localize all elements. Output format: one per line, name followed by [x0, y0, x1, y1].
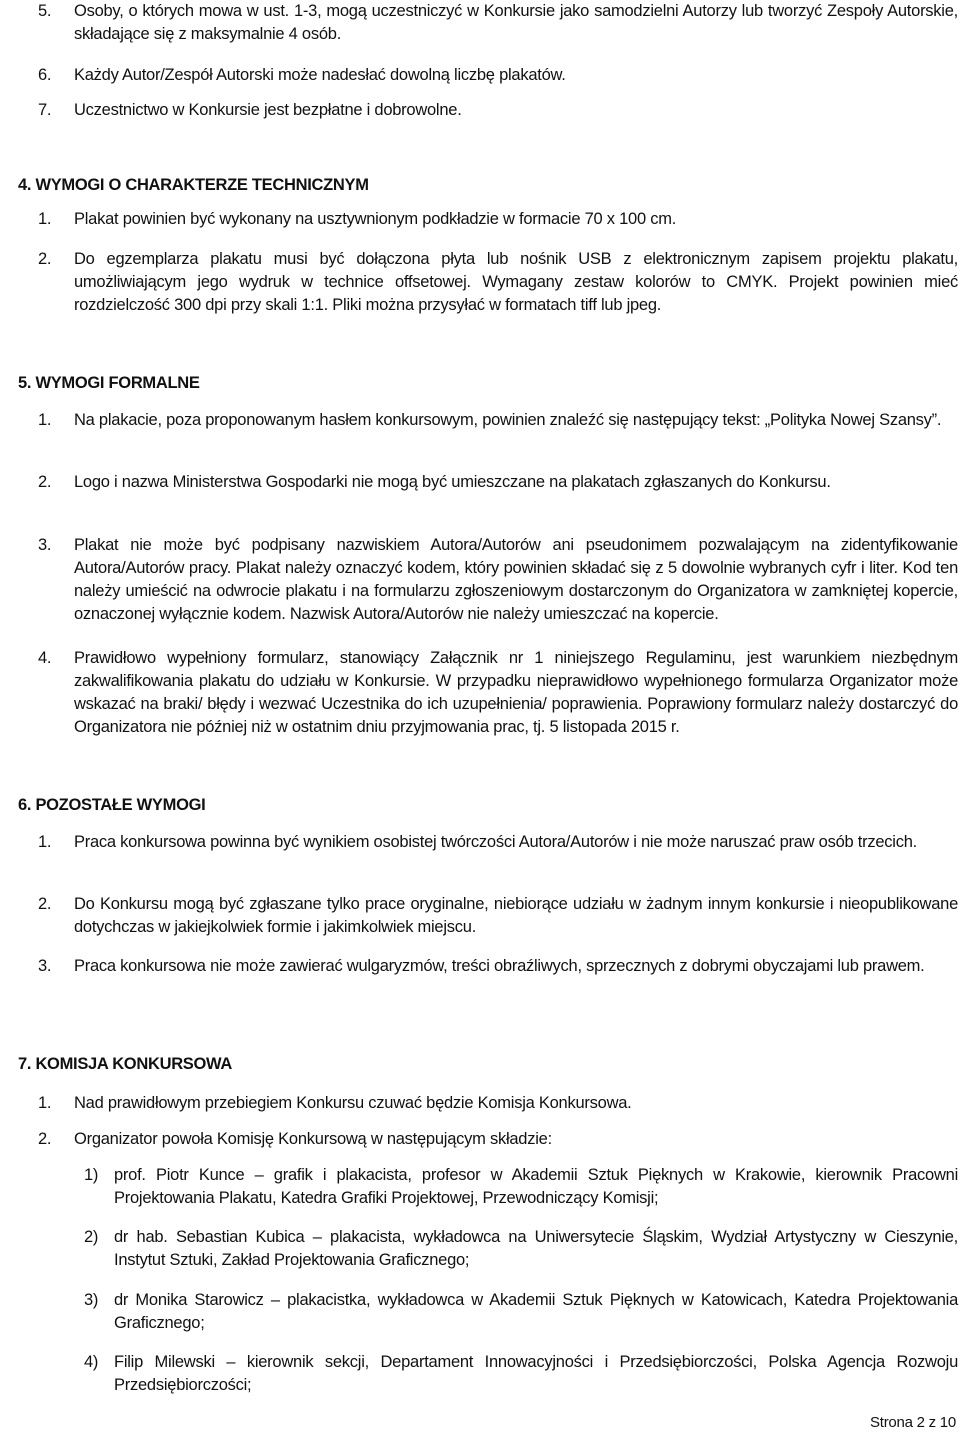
member-text: dr Monika Starowicz – plakacistka, wykładowca w Akademii Sztuk Pięknych w Katowicach, Katedra Projektowania Graficznego;: [114, 1291, 958, 1332]
list-item: [38, 955, 958, 978]
list-item: [38, 1092, 958, 1115]
section-heading: 6. POZOSTAŁE WYMOGI: [18, 796, 206, 814]
item-text: Plakat nie może być podpisany nazwiskiem Autora/Autorów ani pseudonimem pozwalającym na zidentyfikowanie Autora/Autorów pracy. Plakat należy oznaczyć kodem, który powinien składać się z 5 dowolnie wybranych cyfr i liter. Kod ten należy umieścić na odwrocie plakatu i na formularzu zgłoszeniowym dostarczonym do Organizatora w zamkniętej kopercie, oznaczonej wyłącznie kodem. Nazwisk Autora/Autorów nie należy umieszczać na kopercie.: [74, 536, 958, 623]
item-number: 2.: [38, 1130, 52, 1148]
list-item: [38, 534, 958, 626]
item-number: 1.: [38, 1094, 52, 1112]
item-text: Praca konkursowa powinna być wynikiem osobistej twórczości Autora/Autorów i nie może naruszać praw osób trzecich.: [74, 833, 917, 851]
list-item: [38, 248, 958, 317]
item-text: Prawidłowo wypełniony formularz, stanowiący Załącznik nr 1 niniejszego Regulaminu, jest warunkiem niezbędnym zakwalifikowania plakatu do udziału w Konkursie. W przypadku nieprawidłowo wypełnionego formularza Organizator może wskazać na braki/ błędy i wezwać Uczestnika do ich uzupełnienia/ poprawienia. Poprawiony formularz należy dostarczyć do Organizatora nie później niż w ostatnim dniu przyjmowania prac, tj. 5 listopada 2015 r.: [74, 649, 958, 736]
item-number: 3.: [38, 536, 52, 554]
list-item: [38, 0, 958, 46]
item-text: Plakat powinien być wykonany na usztywnionym podkładzie w formacie 70 x 100 cm.: [74, 210, 677, 228]
item-number: 3.: [38, 957, 52, 975]
item-text: Praca konkursowa nie może zawierać wulgaryzmów, treści obraźliwych, sprzecznych z dobrymi obyczajami lub prawem.: [74, 957, 925, 975]
item-number: 2.: [38, 473, 52, 491]
list-item: [38, 893, 958, 939]
item-number: 2.: [38, 895, 52, 913]
list-item: [38, 647, 958, 739]
section-heading: 5. WYMOGI FORMALNE: [18, 374, 200, 392]
item-number: 1.: [38, 210, 52, 228]
item-text: Uczestnictwo w Konkursie jest bezpłatne i dobrowolne.: [74, 101, 462, 119]
list-item: [38, 99, 958, 122]
page-number: Strona 2 z 10: [870, 1414, 956, 1431]
member-number: 1): [84, 1166, 99, 1184]
item-number: 1.: [38, 833, 52, 851]
list-item: [38, 1128, 958, 1151]
item-text: Logo i nazwa Ministerstwa Gospodarki nie mogą być umieszczane na plakatach zgłaszanych do Konkursu.: [74, 473, 831, 491]
item-number: 4.: [38, 649, 52, 667]
section-heading: 4. WYMOGI O CHARAKTERZE TECHNICZNYM: [18, 176, 369, 194]
committee-member: [76, 1351, 958, 1397]
member-text: dr hab. Sebastian Kubica – plakacista, wykładowca na Uniwersytecie Śląskim, Wydział Artystyczny w Cieszynie, Instytut Sztuki, Zakład Projektowania Graficznego;: [114, 1228, 958, 1269]
item-text: Osoby, o których mowa w ust. 1-3, mogą uczestniczyć w Konkursie jako samodzielni Autorzy lub tworzyć Zespoły Autorskie, składające się z maksymalnie 4 osób.: [74, 2, 958, 43]
item-number: 5.: [38, 2, 52, 20]
list-item: [38, 471, 958, 494]
committee-member: [76, 1164, 958, 1210]
item-text: Organizator powoła Komisję Konkursową w następującym składzie:: [74, 1130, 552, 1148]
section-heading: 7. KOMISJA KONKURSOWA: [18, 1055, 233, 1073]
item-number: 7.: [38, 101, 52, 119]
item-text: Do Konkursu mogą być zgłaszane tylko prace oryginalne, niebiorące udziału w żadnym innym konkursie i nieopublikowane dotychczas w jakiejkolwiek formie i jakimkolwiek miejscu.: [74, 895, 958, 936]
list-item: [38, 409, 958, 432]
member-number: 3): [84, 1291, 99, 1309]
member-number: 4): [84, 1353, 99, 1371]
item-number: 1.: [38, 411, 52, 429]
item-number: 6.: [38, 66, 52, 84]
committee-member: [76, 1289, 958, 1335]
list-item: [38, 208, 958, 231]
item-number: 2.: [38, 250, 52, 268]
item-text: Na plakacie, poza proponowanym hasłem konkursowym, powinien znaleźć się następujący tekst: „Polityka Nowej Szansy”.: [74, 411, 942, 429]
member-text: prof. Piotr Kunce – grafik i plakacista, profesor w Akademii Sztuk Pięknych w Krakowie, kierownik Pracowni Projektowania Plakatu, Katedra Grafiki Projektowej, Przewodniczący Komisji;: [114, 1166, 958, 1207]
item-text: Do egzemplarza plakatu musi być dołączona płyta lub nośnik USB z elektronicznym zapisem projektu plakatu, umożliwiającym jego wydruk w technice offsetowej. Wymagany zestaw kolorów to CMYK. Projekt powinien mieć rozdzielczość 300 dpi przy skali 1:1. Pliki można przysyłać w formatach tiff lub jpeg.: [74, 250, 958, 314]
list-item: [38, 831, 958, 854]
item-text: Nad prawidłowym przebiegiem Konkursu czuwać będzie Komisja Konkursowa.: [74, 1094, 632, 1112]
member-text: Filip Milewski – kierownik sekcji, Departament Innowacyjności i Przedsiębiorczości, Polska Agencja Rozwoju Przedsiębiorczości;: [114, 1353, 958, 1394]
member-number: 2): [84, 1228, 99, 1246]
list-item: [38, 64, 958, 87]
item-text: Każdy Autor/Zespół Autorski może nadesłać dowolną liczbę plakatów.: [74, 66, 566, 84]
committee-member: [76, 1226, 958, 1272]
